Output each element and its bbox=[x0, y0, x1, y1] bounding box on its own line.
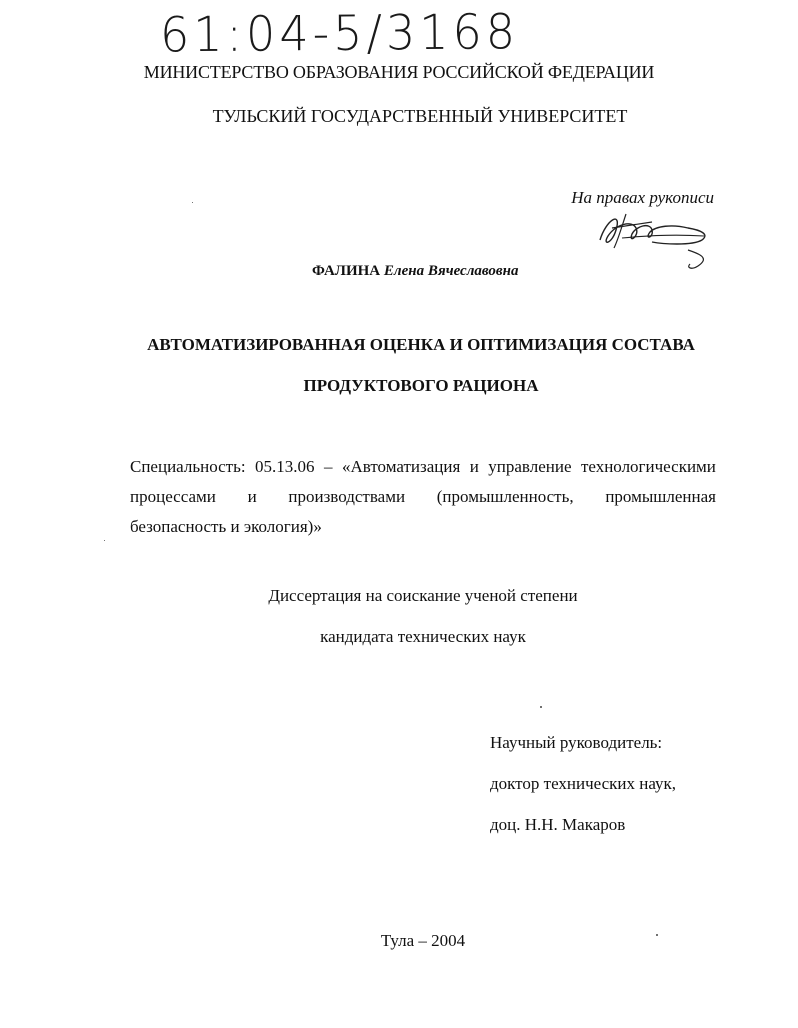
scan-speck bbox=[540, 706, 542, 708]
author-surname: ФАЛИНА bbox=[312, 263, 381, 279]
signature-scribble bbox=[592, 200, 722, 272]
dissertation-degree-line-1: Диссертация на соискание ученой степени bbox=[268, 586, 578, 605]
rights-note: На правах рукописи bbox=[571, 188, 714, 207]
thesis-title-line-1: АВТОМАТИЗИРОВАННАЯ ОЦЕНКА И ОПТИМИЗАЦИЯ СОСТАВА bbox=[147, 335, 695, 354]
supervisor-name: доц. Н.Н. Макаров bbox=[490, 815, 626, 834]
city-year: Тула – 2004 bbox=[380, 931, 466, 950]
supervisor-degree: доктор технических наук, bbox=[490, 774, 677, 793]
specialty-line-3: безопасность и экология)» bbox=[130, 517, 322, 536]
signature bbox=[592, 200, 722, 272]
ministry-heading: МИНИСТЕРСТВО ОБРАЗОВАНИЯ РОССИЙСКОЙ ФЕДЕРАЦИИ bbox=[143, 62, 655, 82]
scan-speck bbox=[104, 540, 105, 541]
author-name bbox=[312, 263, 518, 280]
scan-speck bbox=[192, 202, 193, 203]
specialty-line-1: Специальность: 05.13.06 – «Автоматизация и управление технологическими bbox=[130, 457, 716, 476]
thesis-title-line-2: ПРОДУКТОВОГО РАЦИОНА bbox=[303, 376, 539, 395]
author-given-names: Елена Вячеславовна bbox=[383, 263, 519, 279]
supervisor-label: Научный руководитель: bbox=[490, 733, 663, 752]
dissertation-degree-line-2: кандидата технических наук bbox=[320, 627, 526, 646]
specialty-line-2: процессами и производствами (промышленность, промышленная bbox=[130, 487, 716, 506]
university-heading: ТУЛЬСКИЙ ГОСУДАРСТВЕННЫЙ УНИВЕРСИТЕТ bbox=[212, 106, 628, 126]
scan-speck bbox=[656, 934, 658, 936]
archive-number-handwritten: 61:04-5/3168 bbox=[159, 3, 520, 63]
specialty-paragraph bbox=[130, 452, 716, 542]
